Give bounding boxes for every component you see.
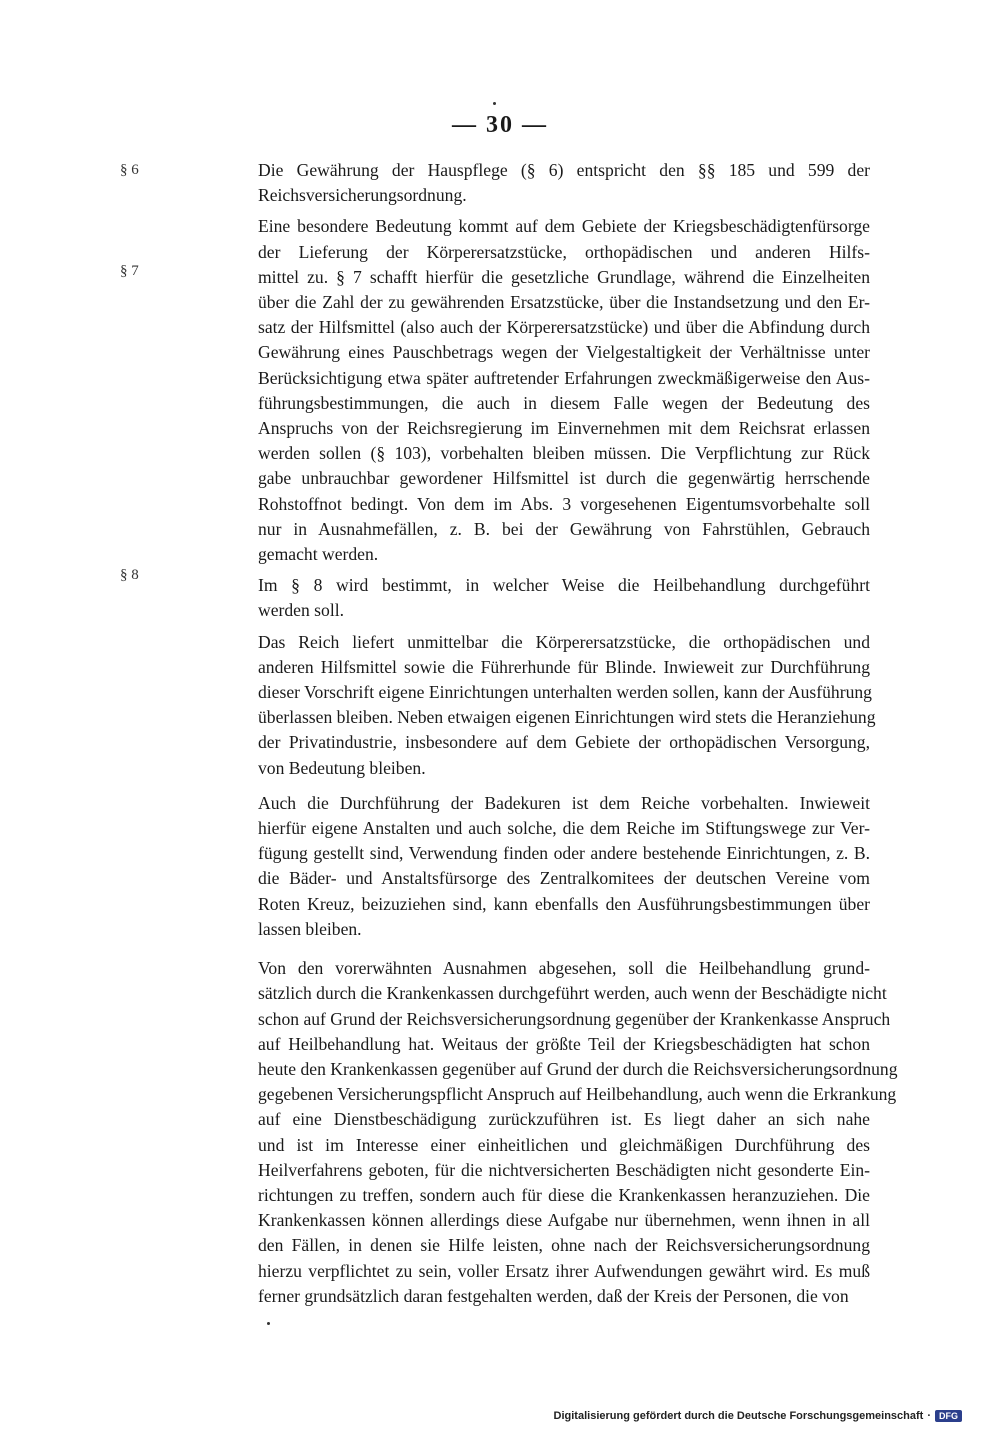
text-line: mittel zu. § 7 schafft hierfür die gesetzliche Grundlage, während die Einzelheiten [258,266,870,287]
text-line: schon auf Grund der Reichsversicherungsordnung gegenüber der Krankenkasse Anspruch [258,1008,891,1029]
text-line: nur in Ausnahmefällen, z. B. bei der Gewährung von Fahrstühlen, Gebrauch [258,518,870,539]
paragraph [258,956,898,1309]
text-line: führungsbestimmungen, die auch in diesem Falle wegen der Bedeutung des [258,392,870,413]
footer-text: Digitalisierung gefördert durch die Deutsche Forschungsgemeinschaft [553,1410,924,1422]
body-text [258,158,898,1309]
dfg-logo: DFG [935,1410,962,1422]
text-line: von Bedeutung bleiben. [258,757,426,778]
paragraph [258,214,870,567]
text-line: hierzu verpflichtet zu sein, voller Ersatz ihrer Aufwendungen gewährt wird. Es muß [258,1260,870,1281]
footer-credit: Digitalisierung gefördert durch die Deutsche Forschungsgemeinschaft · DFG [554,1410,962,1422]
text-line: werden sollen (§ 103), vorbehalten bleiben müssen. Die Verpflichtung zur Rück [258,443,870,464]
text-line: Auch die Durchführung der Badekuren ist dem Reiche vorbehalten. Inwieweit [258,792,870,813]
scan-speck [493,102,496,105]
text-line: auf eine Dienstbeschädigung zurückzuführen ist. Es liegt daher an sich nahe [258,1109,870,1130]
text-line: über die Zahl der zu gewährenden Ersatzstücke, über die Instandsetzung und den Er- [258,292,870,313]
text-line: auf Heilbehandlung hat. Weitaus der größte Teil der Kriegsbeschädigten hat schon [258,1033,870,1054]
page-number: — 30 — [452,112,548,138]
text-line: Im § 8 wird bestimmt, in welcher Weise die Heilbehandlung durchgeführt [258,575,870,596]
text-line: Das Reich liefert unmittelbar die Körperersatzstücke, die orthopädischen und [258,631,870,652]
text-line: der Lieferung der Körperersatzstücke, orthopädischen und anderen Hilfs- [258,241,870,262]
text-line: Roten Kreuz, beizuziehen sind, kann ebenfalls den Ausführungsbestimmungen über [258,893,870,914]
text-line: Heilverfahrens geboten, für die nichtversicherten Beschädigten nicht gesonderte Ein- [258,1159,870,1180]
text-line: Die Gewährung der Hauspflege (§ 6) entspricht den §§ 185 und 599 der [258,160,870,180]
paragraph [258,573,870,623]
text-line: lassen bleiben. [258,918,362,939]
text-line: Eine besondere Bedeutung kommt auf dem Gebiete der Kriegsbeschädigtenfürsorge [258,216,870,237]
margin-ref-section-8: § 8 [120,567,139,583]
text-line: die Bäder- und Anstaltsfürsorge des Zentralkomitees der deutschen Vereine vom [258,868,870,889]
text-line: Berücksichtigung etwa später auftretender Erfahrungen zweckmäßigerweise den Aus- [258,367,870,388]
margin-ref-section-7: § 7 [120,263,139,279]
paragraph-gap [258,781,870,791]
text-line: Von den vorerwähnten Ausnahmen abgesehen, soll die Heilbehandlung grund- [258,958,870,979]
text-line: fügung gestellt sind, Verwendung finden oder andere bestehende Einrichtungen, z. B. [258,843,870,864]
text-line: satz der Hilfsmittel (also auch der Körperersatzstücke) und über die Abfindung durch [258,317,870,338]
text-line: der Privatindustrie, insbesondere auf dem Gebiete der orthopädischen Versorgung, [258,732,870,753]
margin-ref-section-6: § 6 [120,162,139,178]
text-line: richtungen zu treffen, sondern auch für diese die Krankenkassen heranzuziehen. Die [258,1184,870,1205]
text-line: Reichsversicherungsordnung. [258,185,467,206]
scan-speck [267,1322,270,1325]
text-line: Krankenkassen können allerdings diese Aufgabe nur übernehmen, wenn ihnen in all [258,1210,870,1231]
paragraph [258,630,876,781]
text-line: überlassen bleiben. Neben etwaigen eigenen Einrichtungen wird stets die Heranziehung [258,707,876,728]
paragraph [258,791,870,942]
text-line: heute den Krankenkassen gegenüber auf Grund der durch die Reichsversicherungsordnung [258,1058,898,1079]
text-line: sätzlich durch die Krankenkassen durchgeführt werden, auch wenn der Beschädigte nicht [258,983,887,1004]
text-line: werden soll. [258,600,344,621]
text-line: Gewährung eines Pauschbetrags wegen der Vielgestaltigkeit der Verhältnisse unter [258,342,870,363]
text-line: anderen Hilfsmittel sowie die Führerhunde für Blinde. Inwieweit zur Durchführung [258,656,870,677]
text-line: hierfür eigene Anstalten und auch solche, die dem Reiche im Stiftungswege zur Ver- [258,818,870,839]
paragraph-gap [258,942,870,956]
text-line: gabe unbrauchbar gewordener Hilfsmittel ist durch die gegenwärtig herrschende [258,468,870,489]
text-line: gegebenen Versicherungspflicht Anspruch auf Heilbehandlung, auch wenn die Erkrankung [258,1084,897,1105]
paragraph [258,158,870,208]
text-line: gemacht werden. [258,544,379,565]
text-line: den Fällen, in denen sie Hilfe leisten, ohne nach der Reichsversicherungsordnung [258,1235,870,1256]
text-line: und ist im Interesse einer einheitlichen und gleichmäßigen Durchführung des [258,1134,870,1155]
text-line: Rohstoffnot bedingt. Von dem im Abs. 3 vorgesehenen Eigentumsvorbehalte soll [258,493,870,514]
text-line: ferner grundsätzlich daran festgehalten werden, daß der Kreis der Personen, die von [258,1285,849,1306]
text-line: dieser Vorschrift eigene Einrichtungen unterhalten werden sollen, kann der Ausführung [258,682,872,703]
text-line: Anspruchs von der Reichsregierung im Einvernehmen mit dem Reichsrat erlassen [258,418,870,439]
